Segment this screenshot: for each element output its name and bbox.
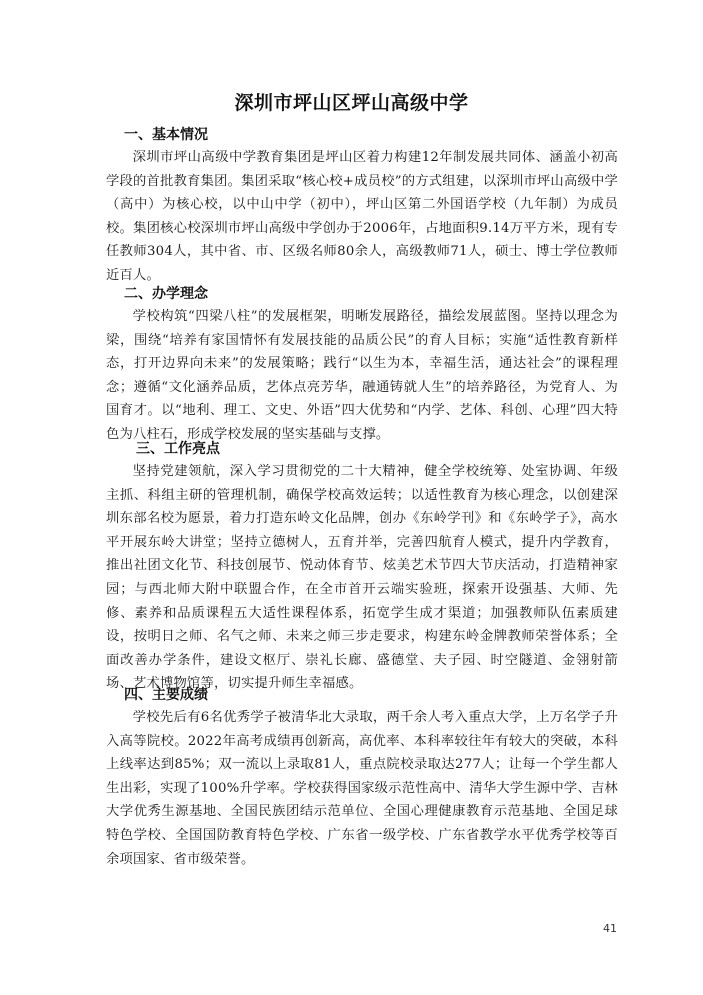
section-heading: 四、主要成绩 [124,687,208,703]
section-paragraph: 坚持党建领航，深入学习贯彻党的二十大精神，健全学校统筹、处室协调、年级主抓、科组主研的管理机制，确保学校高效运转；以适性教育为核心理念，以创建深圳东部名校为愿景，着力打造东岭文化品牌，创办《东岭学刊》和《东岭学子》，高水平开展东岭大讲堂；坚持立德树人，五育并举，完善四航育人模式，提升内学教育，推出社团文化节、科技创展节、悦动体育节、炫美艺术节四大节庆活动，打造精神家园；与西北师大附中联盟合作，在全市首开云端实验班，探索开设强基、大师、先修、素养和品质课程五大适性课程体系，拓宽学生成才渠道；加强教师队伍素质建设，按明日之师、名气之师、未来之师三步走要求，构建东岭金牌教师荣誉体系；全面改善办学条件，建设文枢厅、崇礼长廊、盛德堂、夫子园、时空隧道、金翎射箭场、艺术博物馆等，切实提升师生幸福感。 [106,464,618,692]
section-heading: 二、办学理念 [124,286,208,302]
section-heading: 一、基本情况 [124,127,208,143]
section-heading: 三、工作亮点 [136,441,220,457]
section-basic-info [106,124,618,288]
section-highlights [106,438,618,696]
section-paragraph: 学校构筑“四梁八柱”的发展框架，明晰发展路径，描绘发展蓝图。坚持以理念为梁，围绕“培养有家国情怀有发展技能的品质公民”的育人目标；实施“适性教育新样态，打开边界向未来”的发展策略；践行“以生为本，幸福生活，通达社会”的课程理念；遵循“文化涵养品质，艺体点亮芳华，融通铸就人生”的培养路径，为党育人、为国育才。以“地利、理工、文史、外语”四大优势和“内学、艺体、科创、心理”四大特色为八柱石，形成学校发展的坚实基础与支撑。 [106,309,618,442]
section-philosophy [106,283,618,447]
page-number: 41 [603,922,617,935]
page-title: 深圳市坪山区坪山高级中学 [234,92,469,114]
section-achievements [106,684,618,871]
section-paragraph: 学校先后有6名优秀学子被清华北大录取，两千余人考入重点大学，上万名学子升入高等院校。2022年高考成绩再创新高，高优率、本科率较往年有较大的突破，本科上线率达到85%；双一流以上录取81人，重点院校录取达277人；让每一个学生都人生出彩，实现了100%升学率。学校获得国家级示范性高中、清华大学生源中学、吉林大学优秀生源基地、全国民族团结示范单位、全国心理健康教育示范基地、全国足球特色学校、全国国防教育特色学校、广东省一级学校、广东省教学水平优秀学校等百余项国家、省市级荣誉。 [106,710,618,867]
section-paragraph: 深圳市坪山高级中学教育集团是坪山区着力构建12年制发展共同体、涵盖小初高学段的首批教育集团。集团采取“核心校+成员校”的方式组建，以深圳市坪山高级中学（高中）为核心校，以中山中学（初中），坪山区第二外国语学校（九年制）为成员校。集团核心校深圳市坪山高级中学创办于2006年，占地面积9.14万平方米，现有专任教师304人，其中省、市、区级名师80余人，高级教师71人，硕士、博士学位教师近百人。 [106,150,618,283]
